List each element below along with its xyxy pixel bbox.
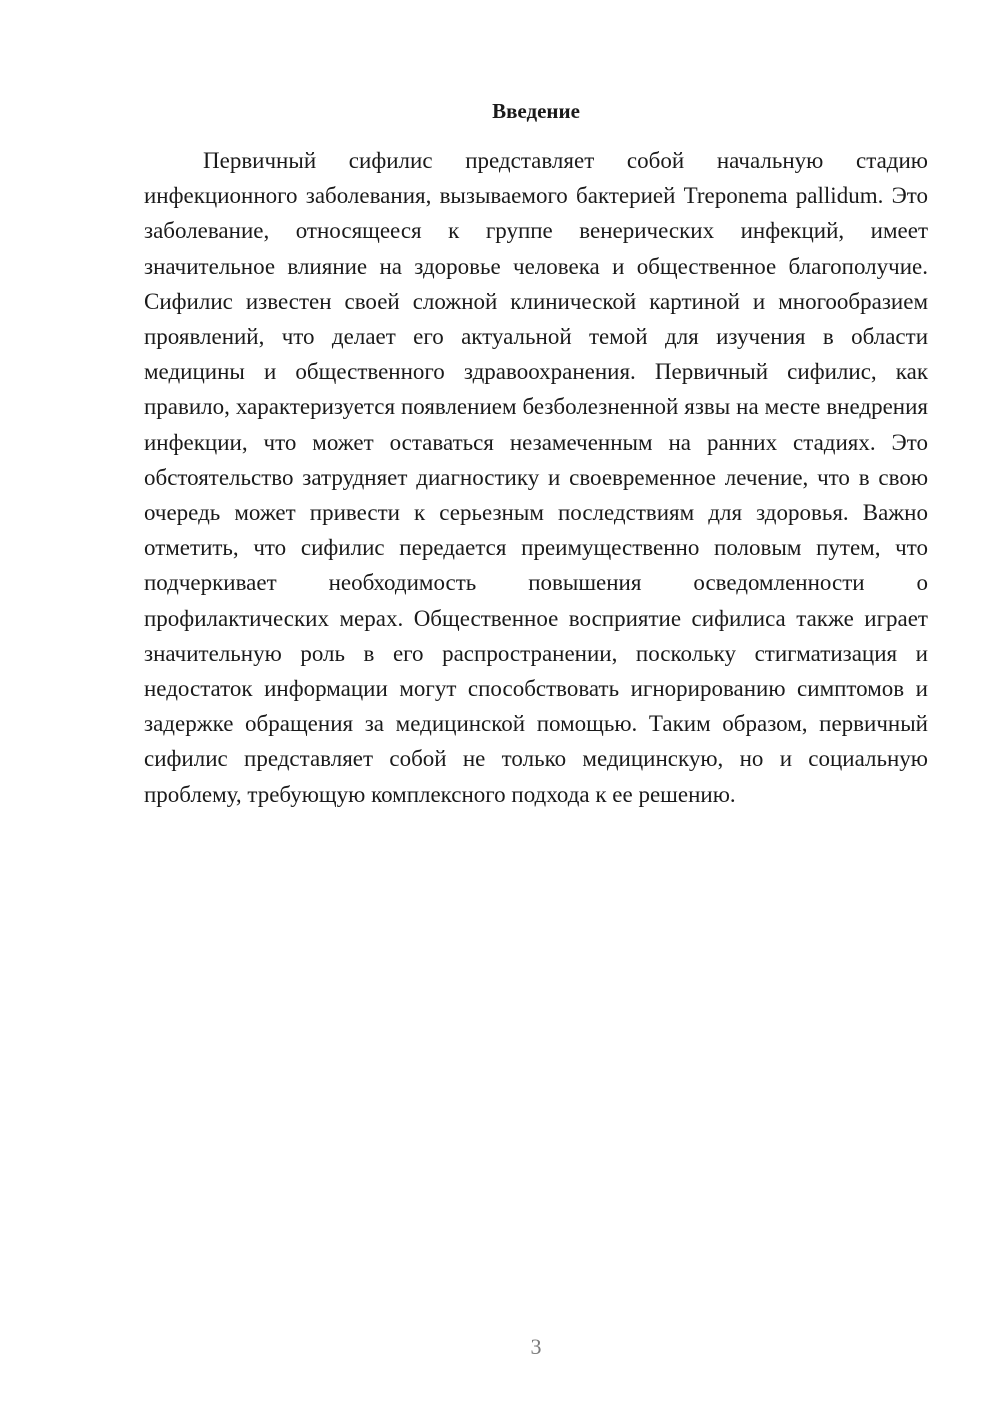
page-number: 3 [530, 1334, 542, 1359]
section-heading: Введение [492, 99, 580, 123]
body-paragraph: Первичный сифилис представляет собой начальную стадию инфекционного заболевания, вызываемого бактерией Treponema pallidum. Это заболевание, относящееся к группе венерических инфекций, имеет значительное влияние на здоровье человека и общественное благополучие. Сифилис известен своей сложной клинической картиной и многообразием проявлений, что делает его актуальной темой для изучения в области медицины и общественного здравоохранения. Первичный сифилис, как правило, характеризуется появлением безболезненной язвы на месте внедрения инфекции, что может оставаться незамеченным на ранних стадиях. Это обстоятельство затрудняет диагностику и своевременное лечение, что в свою очередь может привести к серьезным последствиям для здоровья. Важно отметить, что сифилис передается преимущественно половым путем, что подчеркивает необходимость повышения осведомленности о профилактических мерах. Общественное восприятие сифилиса также играет значительную роль в его распространении, поскольку стигматизация и недостаток информации могут способствовать игнорированию симптомов и задержке обращения за медицинской помощью. Таким образом, первичный сифилис представляет собой не только медицинскую, но и социальную проблему, требующую комплексного подхода к ее решению. [144, 148, 928, 807]
